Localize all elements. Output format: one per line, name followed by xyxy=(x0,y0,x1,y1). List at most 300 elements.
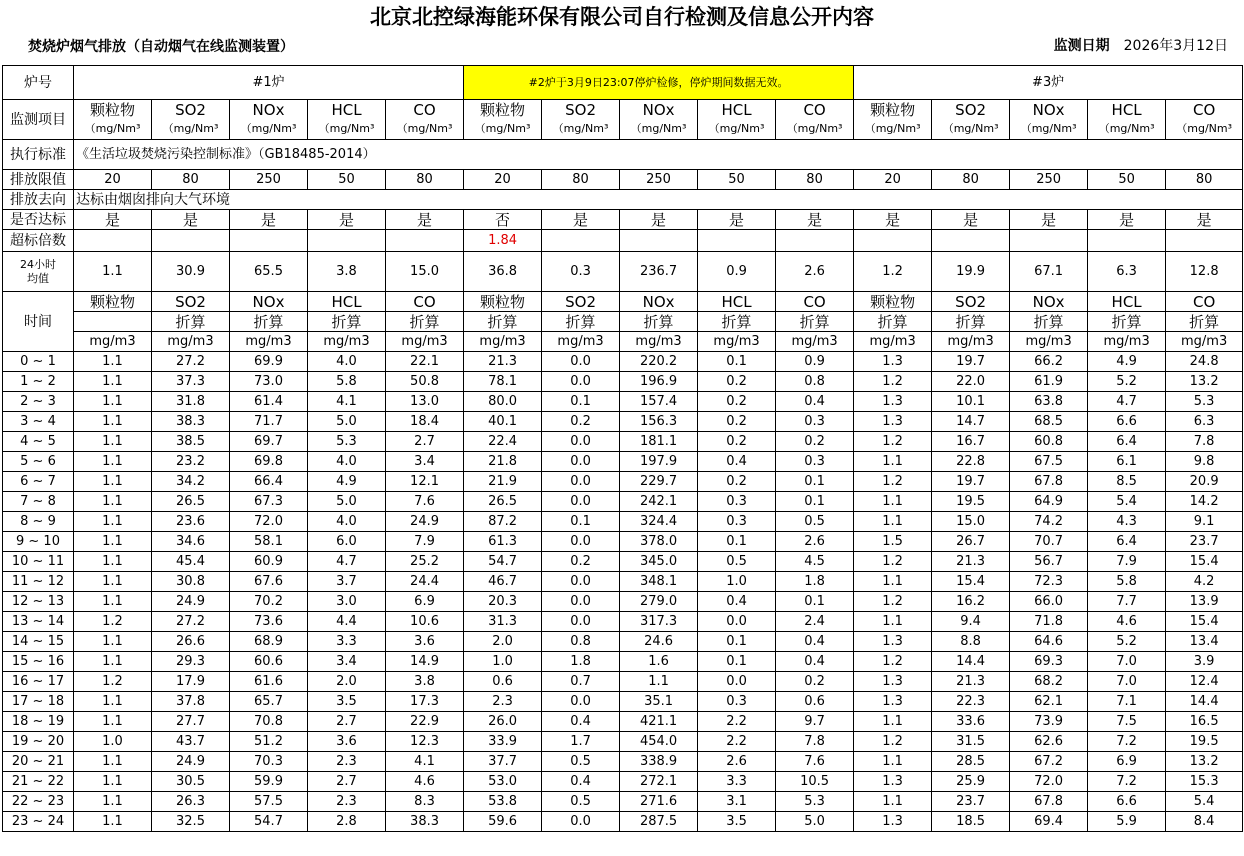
hour-value: 27.2 xyxy=(152,612,230,632)
hour-value: 31.8 xyxy=(152,392,230,412)
hour-value: 0.1 xyxy=(698,632,776,652)
unit-cell: （mg/Nm³ xyxy=(464,120,542,140)
hour-value: 271.6 xyxy=(620,792,698,812)
hour-value: 4.6 xyxy=(1088,612,1166,632)
hour-value: 3.8 xyxy=(386,672,464,692)
pollutant-header: SO2 xyxy=(542,100,620,120)
hour-value: 1.1 xyxy=(74,792,152,812)
hour-value: 38.5 xyxy=(152,432,230,452)
avg-value: 15.0 xyxy=(386,252,464,292)
pollutant-header: HCL xyxy=(698,100,776,120)
hour-value: 22.9 xyxy=(386,712,464,732)
hour-value: 87.2 xyxy=(464,512,542,532)
unit-cell: （mg/Nm³ xyxy=(776,120,854,140)
unit-cell: （mg/Nm³ xyxy=(542,120,620,140)
conversion-cell: 折算 xyxy=(386,312,464,332)
hour-value: 66.2 xyxy=(1010,352,1088,372)
hour-value: 1.1 xyxy=(74,352,152,372)
hour-value: 38.3 xyxy=(386,812,464,832)
hour-value: 4.1 xyxy=(308,392,386,412)
hour-value: 6.4 xyxy=(1088,432,1166,452)
avg-row xyxy=(3,252,1243,292)
hour-value: 67.2 xyxy=(1010,752,1088,772)
conversion-cell: 折算 xyxy=(1010,312,1088,332)
hour-range: 11 ~ 12 xyxy=(3,572,74,592)
hour-value: 5.0 xyxy=(308,412,386,432)
hour-range: 4 ~ 5 xyxy=(3,432,74,452)
compliance-value: 是 xyxy=(776,210,854,230)
hour-value: 1.1 xyxy=(74,512,152,532)
conversion-cell: 折算 xyxy=(776,312,854,332)
compliance-value: 是 xyxy=(620,210,698,230)
hour-value: 22.3 xyxy=(932,692,1010,712)
table-row xyxy=(3,512,1243,532)
pollutant-header: SO2 xyxy=(152,100,230,120)
hour-value: 0.4 xyxy=(776,652,854,672)
hour-value: 0.2 xyxy=(698,372,776,392)
hour-value: 1.1 xyxy=(74,572,152,592)
hour-value: 69.7 xyxy=(230,432,308,452)
hour-value: 242.1 xyxy=(620,492,698,512)
hour-value: 3.1 xyxy=(698,792,776,812)
date-value: 2026年3月12日 xyxy=(1123,38,1228,54)
hour-value: 73.6 xyxy=(230,612,308,632)
hour-value: 0.1 xyxy=(542,392,620,412)
hour-value: 1.2 xyxy=(854,732,932,752)
compliance-value: 是 xyxy=(1010,210,1088,230)
hour-unit-cell: mg/m3 xyxy=(620,332,698,352)
hour-value: 3.3 xyxy=(698,772,776,792)
hour-value: 4.9 xyxy=(308,472,386,492)
hour-value: 21.3 xyxy=(932,672,1010,692)
hour-value: 33.9 xyxy=(464,732,542,752)
hour-value: 338.9 xyxy=(620,752,698,772)
hour-value: 4.0 xyxy=(308,452,386,472)
hour-value: 5.2 xyxy=(1088,632,1166,652)
hour-value: 4.1 xyxy=(386,752,464,772)
hour-unit-cell: mg/m3 xyxy=(308,332,386,352)
hour-value: 196.9 xyxy=(620,372,698,392)
hour-value: 23.7 xyxy=(932,792,1010,812)
hour-value: 5.4 xyxy=(1166,792,1243,812)
table-row xyxy=(3,732,1243,752)
hour-value: 4.7 xyxy=(1088,392,1166,412)
avg-value: 36.8 xyxy=(464,252,542,292)
hour-value: 4.4 xyxy=(308,612,386,632)
hour-unit-cell: mg/m3 xyxy=(776,332,854,352)
pollutant-header: NOx xyxy=(1010,100,1088,120)
hour-value: 1.2 xyxy=(854,372,932,392)
conversion-cell: 折算 xyxy=(308,312,386,332)
hour-value: 0.2 xyxy=(542,552,620,572)
hour-value: 4.9 xyxy=(1088,352,1166,372)
hour-value: 71.7 xyxy=(230,412,308,432)
hour-value: 69.3 xyxy=(1010,652,1088,672)
hour-value: 31.5 xyxy=(932,732,1010,752)
avg-value: 30.9 xyxy=(152,252,230,292)
hour-value: 1.3 xyxy=(854,772,932,792)
hour-value: 0.1 xyxy=(542,512,620,532)
hour-range: 12 ~ 13 xyxy=(3,592,74,612)
hour-value: 16.5 xyxy=(1166,712,1243,732)
hour-value: 15.3 xyxy=(1166,772,1243,792)
conversion-cell: 折算 xyxy=(152,312,230,332)
hour-value: 9.1 xyxy=(1166,512,1243,532)
unit-cell: （mg/Nm³ xyxy=(620,120,698,140)
table-row xyxy=(3,392,1243,412)
hour-value: 50.8 xyxy=(386,372,464,392)
pollutant-row xyxy=(3,100,1243,120)
hour-value: 0.0 xyxy=(542,352,620,372)
hour-value: 0.2 xyxy=(776,432,854,452)
exceed-value xyxy=(1166,230,1243,252)
hour-value: 0.0 xyxy=(542,452,620,472)
hour-value: 0.1 xyxy=(776,592,854,612)
exceed-value xyxy=(932,230,1010,252)
hour-value: 3.9 xyxy=(1166,652,1243,672)
hour-value: 32.5 xyxy=(152,812,230,832)
limit-row xyxy=(3,170,1243,190)
hour-value: 2.3 xyxy=(308,792,386,812)
hour-range: 5 ~ 6 xyxy=(3,452,74,472)
hour-range: 17 ~ 18 xyxy=(3,692,74,712)
exceed-value xyxy=(230,230,308,252)
conversion-cell: 折算 xyxy=(620,312,698,332)
hour-value: 3.7 xyxy=(308,572,386,592)
hour-value: 5.8 xyxy=(308,372,386,392)
avg-value: 19.9 xyxy=(932,252,1010,292)
standard-label: 执行标准 xyxy=(3,140,74,170)
hour-unit-cell: mg/m3 xyxy=(542,332,620,352)
hour-value: 54.7 xyxy=(230,812,308,832)
hour-value: 0.4 xyxy=(776,392,854,412)
hour-value: 1.7 xyxy=(542,732,620,752)
hour-value: 0.0 xyxy=(542,572,620,592)
hour-value: 60.9 xyxy=(230,552,308,572)
hour-value: 1.1 xyxy=(74,452,152,472)
table-row xyxy=(3,352,1243,372)
hour-value: 1.1 xyxy=(74,472,152,492)
hour-value: 2.4 xyxy=(776,612,854,632)
hour-value: 34.6 xyxy=(152,532,230,552)
hour-value: 16.2 xyxy=(932,592,1010,612)
table-row xyxy=(3,412,1243,432)
hour-value: 22.1 xyxy=(386,352,464,372)
hour-value: 24.8 xyxy=(1166,352,1243,372)
avg-value: 2.6 xyxy=(776,252,854,292)
hour-value: 0.2 xyxy=(542,412,620,432)
furnace2-note: #2炉于3月9日23:07停炉检修，停炉期间数据无效。 xyxy=(464,66,854,100)
hour-value: 5.9 xyxy=(1088,812,1166,832)
compliance-value: 是 xyxy=(74,210,152,230)
hour-value: 19.5 xyxy=(1166,732,1243,752)
hour-value: 21.3 xyxy=(464,352,542,372)
hour-value: 21.3 xyxy=(932,552,1010,572)
hour-value: 272.1 xyxy=(620,772,698,792)
hour-value: 181.1 xyxy=(620,432,698,452)
hour-value: 1.1 xyxy=(74,492,152,512)
hour-value: 54.7 xyxy=(464,552,542,572)
hour-pollutant-header: 颗粒物 xyxy=(74,292,152,312)
hour-value: 70.7 xyxy=(1010,532,1088,552)
hour-value: 1.1 xyxy=(854,612,932,632)
hour-value: 3.4 xyxy=(386,452,464,472)
hour-value: 6.0 xyxy=(308,532,386,552)
hour-value: 72.3 xyxy=(1010,572,1088,592)
unit-cell: （mg/Nm³ xyxy=(932,120,1010,140)
pollutant-header: 颗粒物 xyxy=(74,100,152,120)
unit-cell: （mg/Nm³ xyxy=(230,120,308,140)
hour-value: 27.7 xyxy=(152,712,230,732)
hour-range: 7 ~ 8 xyxy=(3,492,74,512)
hour-value: 1.2 xyxy=(854,472,932,492)
hour-value: 35.1 xyxy=(620,692,698,712)
hour-value: 15.4 xyxy=(1166,612,1243,632)
limit-value: 20 xyxy=(74,170,152,190)
compliance-value: 是 xyxy=(1088,210,1166,230)
hour-value: 156.3 xyxy=(620,412,698,432)
monitoring-date xyxy=(1054,37,1228,55)
hour-value: 6.9 xyxy=(386,592,464,612)
hour-value: 61.3 xyxy=(464,532,542,552)
hour-value: 1.1 xyxy=(854,752,932,772)
hour-value: 17.9 xyxy=(152,672,230,692)
hour-value: 0.1 xyxy=(776,472,854,492)
avg-value: 12.8 xyxy=(1166,252,1243,292)
hour-value: 2.7 xyxy=(308,772,386,792)
limit-label: 排放限值 xyxy=(3,170,74,190)
hour-value: 18.4 xyxy=(386,412,464,432)
item-label: 监测项目 xyxy=(3,100,74,140)
hour-value: 1.8 xyxy=(542,652,620,672)
pollutant-header: HCL xyxy=(1088,100,1166,120)
hour-value: 5.4 xyxy=(1088,492,1166,512)
hour-value: 4.2 xyxy=(1166,572,1243,592)
hour-value: 23.2 xyxy=(152,452,230,472)
hour-value: 65.7 xyxy=(230,692,308,712)
avg-value: 0.3 xyxy=(542,252,620,292)
hour-value: 5.3 xyxy=(776,792,854,812)
hour-value: 1.2 xyxy=(74,612,152,632)
hour-value: 287.5 xyxy=(620,812,698,832)
hour-value: 0.7 xyxy=(542,672,620,692)
hour-value: 0.0 xyxy=(542,692,620,712)
table-row xyxy=(3,672,1243,692)
hour-value: 0.2 xyxy=(698,392,776,412)
hour-value: 1.3 xyxy=(854,692,932,712)
hour-range: 21 ~ 22 xyxy=(3,772,74,792)
compliance-value: 是 xyxy=(230,210,308,230)
hour-value: 1.3 xyxy=(854,392,932,412)
hour-value: 24.9 xyxy=(386,512,464,532)
hour-value: 1.1 xyxy=(74,812,152,832)
hour-pollutant-header: CO xyxy=(776,292,854,312)
pollutant-header: 颗粒物 xyxy=(854,100,932,120)
hour-value: 60.6 xyxy=(230,652,308,672)
hour-value: 67.5 xyxy=(1010,452,1088,472)
hour-value: 46.7 xyxy=(464,572,542,592)
hour-value: 21.9 xyxy=(464,472,542,492)
hour-value: 7.9 xyxy=(1088,552,1166,572)
hour-value: 0.2 xyxy=(698,432,776,452)
hour-value: 1.1 xyxy=(854,512,932,532)
hour-value: 1.2 xyxy=(854,652,932,672)
avg-value: 67.1 xyxy=(1010,252,1088,292)
hour-value: 43.7 xyxy=(152,732,230,752)
table-row xyxy=(3,652,1243,672)
hour-value: 24.9 xyxy=(152,752,230,772)
hour-value: 0.1 xyxy=(776,492,854,512)
hour-value: 58.1 xyxy=(230,532,308,552)
compliance-label: 是否达标 xyxy=(3,210,74,230)
hour-value: 0.1 xyxy=(698,532,776,552)
hour-value: 40.1 xyxy=(464,412,542,432)
emission-table xyxy=(2,65,1243,832)
hour-value: 1.8 xyxy=(776,572,854,592)
hour-range: 16 ~ 17 xyxy=(3,672,74,692)
page-subtitle: 焚烧炉烟气排放（自动烟气在线监测装置） xyxy=(28,39,294,55)
hour-range: 20 ~ 21 xyxy=(3,752,74,772)
hour-value: 27.2 xyxy=(152,352,230,372)
hour-pollutant-header: 颗粒物 xyxy=(464,292,542,312)
unit-cell: （mg/Nm³ xyxy=(698,120,776,140)
hour-value: 0.3 xyxy=(698,492,776,512)
hour-value: 70.8 xyxy=(230,712,308,732)
limit-value: 80 xyxy=(932,170,1010,190)
hour-value: 19.7 xyxy=(932,352,1010,372)
furnace-row xyxy=(3,66,1243,100)
conversion-cell: 折算 xyxy=(698,312,776,332)
hour-value: 53.8 xyxy=(464,792,542,812)
hour-value: 0.0 xyxy=(698,612,776,632)
compliance-value: 是 xyxy=(386,210,464,230)
hour-value: 279.0 xyxy=(620,592,698,612)
table-body xyxy=(3,66,1243,832)
unit-cell: （mg/Nm³ xyxy=(152,120,230,140)
hour-value: 18.5 xyxy=(932,812,1010,832)
date-label: 监测日期 xyxy=(1053,38,1110,54)
hour-unit-cell: mg/m3 xyxy=(1088,332,1166,352)
table-row xyxy=(3,472,1243,492)
exceed-value xyxy=(152,230,230,252)
hour-value: 3.6 xyxy=(308,732,386,752)
hour-value: 1.1 xyxy=(74,712,152,732)
hour-value: 10.5 xyxy=(776,772,854,792)
hour-value: 64.6 xyxy=(1010,632,1088,652)
compliance-value: 是 xyxy=(1166,210,1243,230)
hour-value: 229.7 xyxy=(620,472,698,492)
hour-value: 19.7 xyxy=(932,472,1010,492)
hour-unit-cell: mg/m3 xyxy=(230,332,308,352)
hour-value: 14.9 xyxy=(386,652,464,672)
standard-value: 《生活垃圾焚烧污染控制标准》（GB18485-2014） xyxy=(74,140,1243,170)
hour-value: 1.3 xyxy=(854,412,932,432)
hour-value: 345.0 xyxy=(620,552,698,572)
hour-pollutant-header: CO xyxy=(1166,292,1243,312)
hour-value: 0.4 xyxy=(698,592,776,612)
table-row xyxy=(3,372,1243,392)
furnace-label: 炉号 xyxy=(3,66,74,100)
hour-value: 24.9 xyxy=(152,592,230,612)
hour-value: 3.5 xyxy=(698,812,776,832)
hour-value: 69.9 xyxy=(230,352,308,372)
hour-value: 2.7 xyxy=(308,712,386,732)
table-row xyxy=(3,452,1243,472)
hour-value: 24.4 xyxy=(386,572,464,592)
hour-unit-cell: mg/m3 xyxy=(74,332,152,352)
hour-value: 23.6 xyxy=(152,512,230,532)
limit-value: 20 xyxy=(854,170,932,190)
hour-value: 2.2 xyxy=(698,732,776,752)
pollutant-header: HCL xyxy=(308,100,386,120)
avg-label-line1: 24小时 xyxy=(20,257,56,271)
hour-value: 29.3 xyxy=(152,652,230,672)
table-row xyxy=(3,812,1243,832)
hour-value: 61.4 xyxy=(230,392,308,412)
hour-value: 38.3 xyxy=(152,412,230,432)
hour-value: 0.0 xyxy=(542,472,620,492)
hour-value: 0.3 xyxy=(776,412,854,432)
hour-value: 67.8 xyxy=(1010,472,1088,492)
hour-value: 64.9 xyxy=(1010,492,1088,512)
hour-pollutant-header: CO xyxy=(386,292,464,312)
hour-value: 13.2 xyxy=(1166,752,1243,772)
hour-value: 16.7 xyxy=(932,432,1010,452)
furnace3-header: #3炉 xyxy=(854,66,1243,100)
hour-value: 378.0 xyxy=(620,532,698,552)
hour-value: 20.3 xyxy=(464,592,542,612)
unit-cell: （mg/Nm³ xyxy=(74,120,152,140)
hour-value: 6.6 xyxy=(1088,412,1166,432)
hour-value: 73.9 xyxy=(1010,712,1088,732)
hour-value: 5.2 xyxy=(1088,372,1166,392)
hour-value: 1.1 xyxy=(74,592,152,612)
limit-value: 50 xyxy=(1088,170,1166,190)
hour-value: 0.4 xyxy=(698,452,776,472)
compliance-value: 否 xyxy=(464,210,542,230)
hour-value: 157.4 xyxy=(620,392,698,412)
hour-value: 2.0 xyxy=(308,672,386,692)
avg-value: 0.9 xyxy=(698,252,776,292)
pollutant-header: CO xyxy=(386,100,464,120)
hour-value: 72.0 xyxy=(1010,772,1088,792)
hour-pollutant-header: NOx xyxy=(1010,292,1088,312)
hour-value: 0.2 xyxy=(698,472,776,492)
limit-value: 80 xyxy=(1166,170,1243,190)
hour-value: 0.4 xyxy=(542,712,620,732)
hour-value: 0.0 xyxy=(698,672,776,692)
avg-value: 3.8 xyxy=(308,252,386,292)
hour-value: 31.3 xyxy=(464,612,542,632)
hour-value: 0.4 xyxy=(542,772,620,792)
hour-value: 17.3 xyxy=(386,692,464,712)
hour-value: 7.2 xyxy=(1088,732,1166,752)
hour-value: 57.5 xyxy=(230,792,308,812)
hour-value: 20.9 xyxy=(1166,472,1243,492)
hour-unit-cell: mg/m3 xyxy=(386,332,464,352)
table-row xyxy=(3,612,1243,632)
hour-value: 25.2 xyxy=(386,552,464,572)
table-row xyxy=(3,552,1243,572)
compliance-row xyxy=(3,210,1243,230)
hour-value: 5.0 xyxy=(776,812,854,832)
compliance-value: 是 xyxy=(932,210,1010,230)
hour-value: 26.3 xyxy=(152,792,230,812)
hour-pollutant-header: HCL xyxy=(1088,292,1166,312)
hour-unit-cell: mg/m3 xyxy=(152,332,230,352)
hour-value: 26.0 xyxy=(464,712,542,732)
conversion-cell: 折算 xyxy=(542,312,620,332)
